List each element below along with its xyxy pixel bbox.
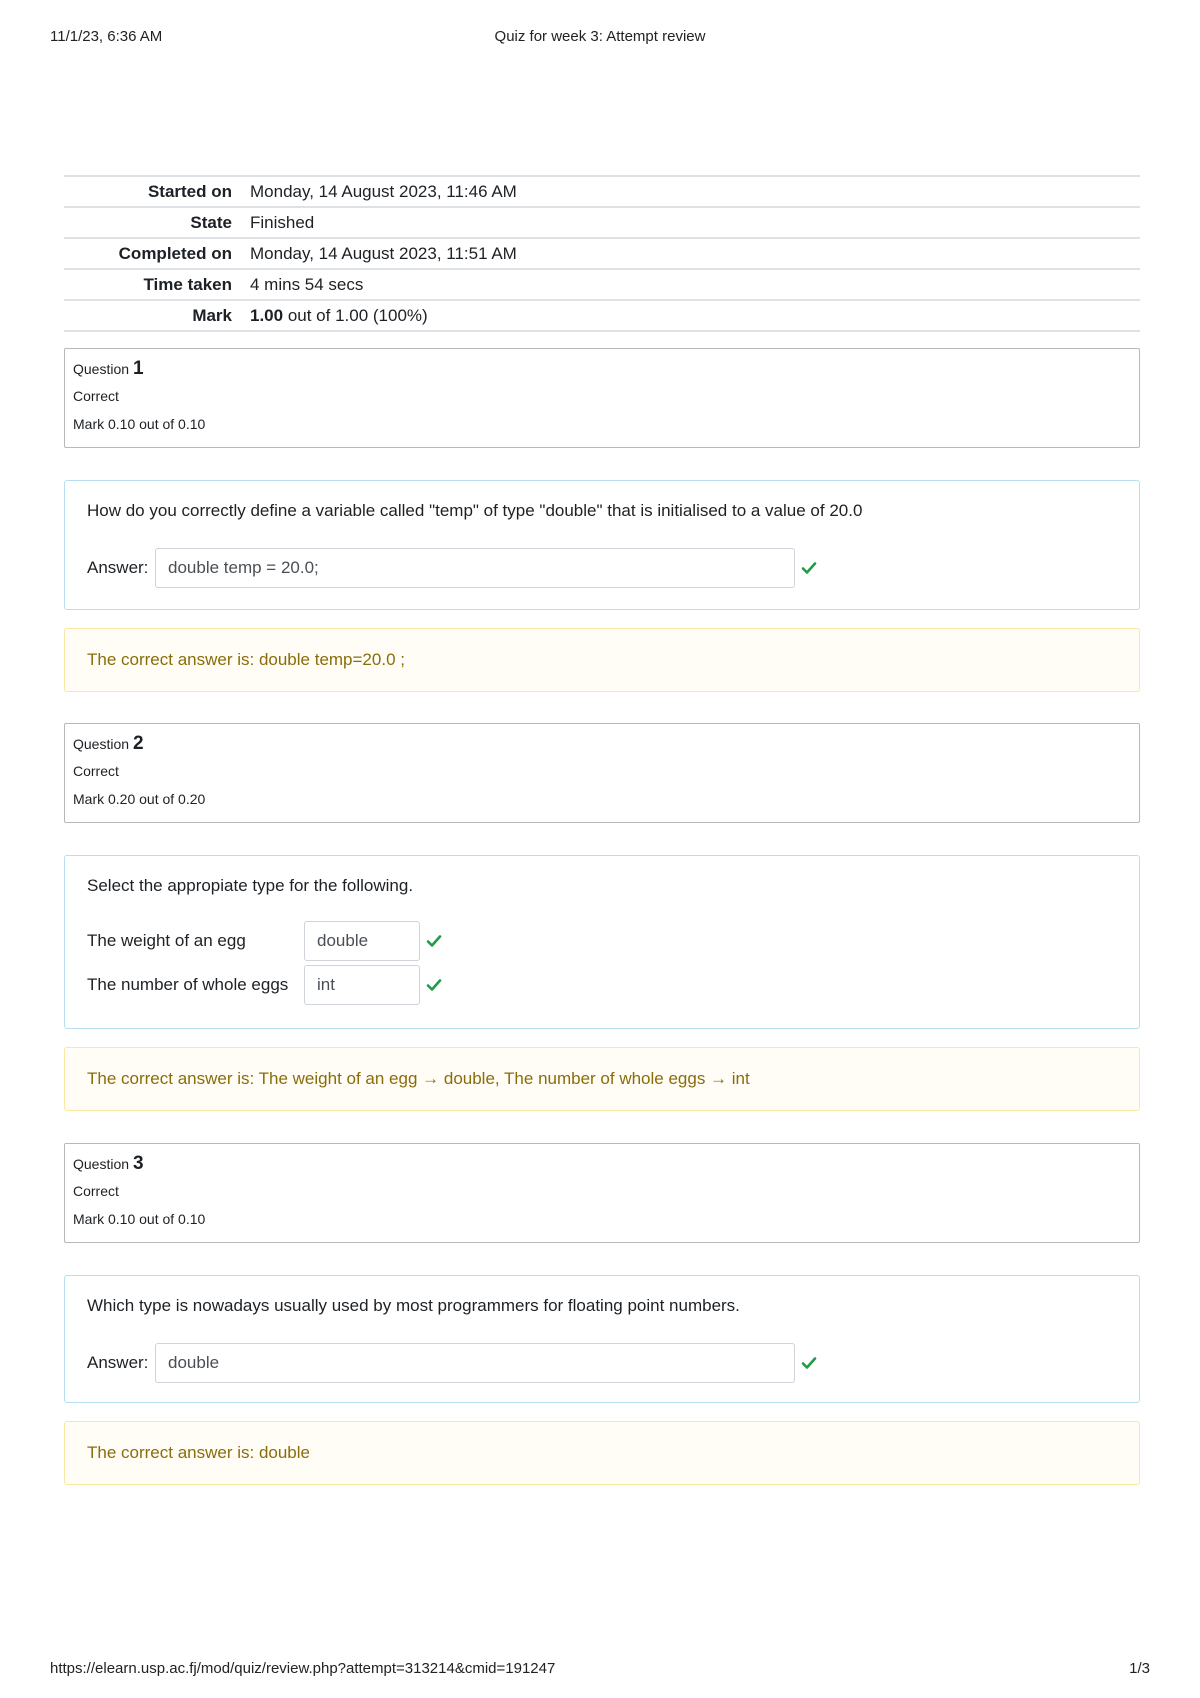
question-text: Select the appropiate type for the following. xyxy=(87,876,414,895)
started-label: Started on xyxy=(147,181,232,201)
question-grade: Mark 0.20 out of 0.20 xyxy=(73,791,206,807)
print-page-title: Quiz for week 3: Attempt review xyxy=(494,28,706,45)
match-label: The weight of an egg xyxy=(87,931,246,950)
mark-value xyxy=(250,300,1140,331)
match-row xyxy=(87,964,1117,1006)
question-state: Correct xyxy=(73,1183,119,1199)
question-text: Which type is nowadays usually used by most programmers for floating point numbers. xyxy=(87,1296,740,1315)
match-select[interactable]: double xyxy=(304,921,420,961)
correct-check-icon xyxy=(426,933,442,949)
question-1-info xyxy=(64,348,1140,448)
quiz-review-content xyxy=(64,175,1140,1485)
time-value: 4 mins 54 secs xyxy=(250,274,364,294)
summary-row-started xyxy=(64,176,1140,207)
question-2-formulation xyxy=(64,855,1140,1029)
answer-input[interactable]: double xyxy=(155,1343,795,1383)
question-number: 3 xyxy=(133,1153,144,1174)
summary-row-time xyxy=(64,269,1140,300)
question-state: Correct xyxy=(73,763,119,779)
question-label: Question xyxy=(73,1156,130,1172)
correct-answer-text: The correct answer is: double temp=20.0 ; xyxy=(87,650,405,669)
print-page-number: 1/3 xyxy=(1129,1660,1150,1677)
summary-row-state xyxy=(64,207,1140,238)
state-label: State xyxy=(190,212,232,232)
print-footer xyxy=(50,1660,1150,1680)
question-2-feedback xyxy=(64,1047,1140,1111)
correct-check-icon xyxy=(801,560,817,576)
completed-value: Monday, 14 August 2023, 11:51 AM xyxy=(250,243,517,263)
question-1-formulation xyxy=(64,480,1140,610)
question-number: 1 xyxy=(133,358,144,379)
correct-answer-text: The correct answer is: The weight of an egg → double, The number of whole eggs → int xyxy=(87,1069,750,1088)
question-number: 2 xyxy=(133,733,144,754)
match-select[interactable]: int xyxy=(304,965,420,1005)
match-label: The number of whole eggs xyxy=(87,975,289,994)
mark-score: 1.00 xyxy=(250,305,284,325)
correct-check-icon xyxy=(426,977,442,993)
question-3-feedback xyxy=(64,1421,1140,1485)
attempt-summary-table xyxy=(64,175,1140,332)
mark-label: Mark xyxy=(192,305,232,325)
started-value: Monday, 14 August 2023, 11:46 AM xyxy=(250,181,517,201)
question-label: Question xyxy=(73,736,130,752)
correct-check-icon xyxy=(801,1355,817,1371)
match-row xyxy=(87,920,1117,962)
print-date: 11/1/23, 6:36 AM xyxy=(50,28,163,45)
summary-row-mark xyxy=(64,300,1140,331)
answer-label: Answer: xyxy=(87,558,149,577)
answer-label: Answer: xyxy=(87,1353,149,1372)
question-3-formulation xyxy=(64,1275,1140,1403)
question-state: Correct xyxy=(73,388,119,404)
state-value: Finished xyxy=(250,212,315,232)
question-3-info xyxy=(64,1143,1140,1243)
question-2-info xyxy=(64,723,1140,823)
correct-answer-text: The correct answer is: double xyxy=(87,1443,310,1462)
question-text: How do you correctly define a variable called "temp" of type "double" that is initialised to a value of 20.0 xyxy=(87,501,863,520)
print-url: https://elearn.usp.ac.fj/mod/quiz/review.php?attempt=313214&cmid=191247 xyxy=(50,1660,556,1677)
question-1-feedback xyxy=(64,628,1140,692)
question-label: Question xyxy=(73,361,130,377)
question-grade: Mark 0.10 out of 0.10 xyxy=(73,416,206,432)
summary-row-completed xyxy=(64,238,1140,269)
answer-input[interactable]: double temp = 20.0; xyxy=(155,548,795,588)
completed-label: Completed on xyxy=(118,243,232,263)
time-label: Time taken xyxy=(143,274,232,294)
question-grade: Mark 0.10 out of 0.10 xyxy=(73,1211,206,1227)
mark-out-of: out of 1.00 (100%) xyxy=(287,305,428,325)
print-header xyxy=(50,28,1150,48)
